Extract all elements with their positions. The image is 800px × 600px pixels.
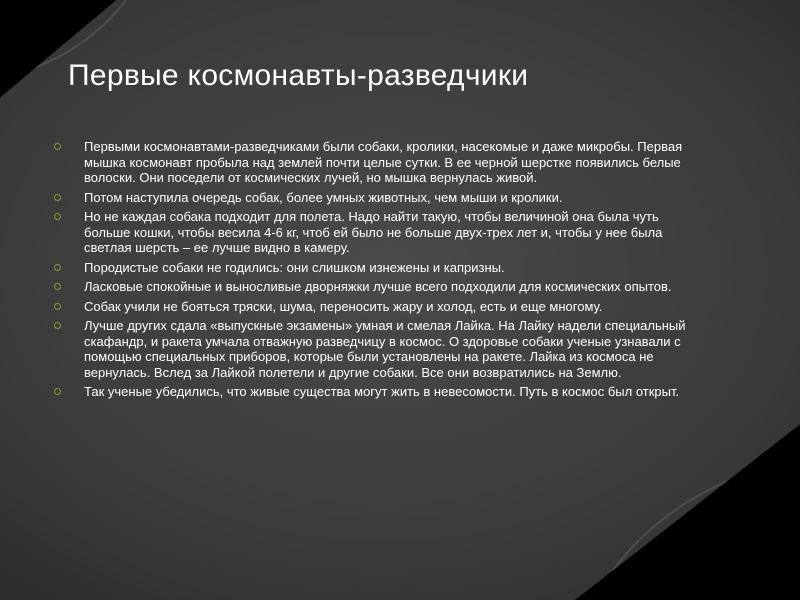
ring-bullet-icon <box>54 194 61 201</box>
bullet-item <box>54 190 704 206</box>
bullet-text: Лучше других сдала «выпускные экзамены» умная и смелая Лайка. На Лайку надели специальный скафандр, и ракета умчала отважную разведчицу в космос. О здоровье собаки ученые узнавали с помощью специальных приборов, которые были установлены на ракете. Лайка из космоса не вернулась. Вслед за Лайкой полетели и другие собаки. Все они возвратились на Землю. <box>84 318 686 380</box>
bullet-item <box>54 209 704 256</box>
bullet-item <box>54 139 704 186</box>
slide-title: Первые космонавты-разведчики <box>68 59 529 92</box>
bullet-text: Породистые собаки не годились: они слишком изнежены и капризны. <box>84 259 505 275</box>
ring-bullet-icon <box>54 264 61 271</box>
ring-bullet-icon <box>54 303 61 310</box>
ring-bullet-icon <box>54 213 61 220</box>
bullet-text: Собак учили не бояться тряски, шума, переносить жару и холод, есть и еще многому. <box>84 298 603 314</box>
bullet-text: Ласковые спокойные и выносливые дворняжки лучше всего подходили для космических опытов. <box>84 279 672 294</box>
bullet-text: Но не каждая собака подходит для полета. Надо найти такую, чтобы величиной она была чуть больше кошки, чтобы весила 4-6 кг, чтоб ей было не больше двух-трех лет и, чтобы у нее была светлая шерсть – ее лучше видно в камеру. <box>84 209 663 255</box>
ring-bullet-icon <box>54 322 61 329</box>
bullet-list <box>54 139 704 404</box>
bullet-text: Потом наступила очередь собак, более умных животных, чем мыши и кролики. <box>84 189 563 205</box>
bullet-text: Первыми космонавтами-разведчиками были собаки, кролики, насекомые и даже микробы. Первая мышка космонавт пробыла над землей почти целые сутки. В ее черной шерстке появились белые волоски. Они поседели от космических лучей, но мышка вернулась живой. <box>84 139 683 185</box>
bullet-item <box>54 279 704 295</box>
bullet-item <box>54 260 704 276</box>
bullet-item <box>54 318 704 380</box>
bullet-item <box>54 384 704 400</box>
ring-bullet-icon <box>54 388 61 395</box>
ring-bullet-icon <box>54 283 61 290</box>
ring-bullet-icon <box>54 143 61 150</box>
corner-shape-bottom-right <box>554 395 800 600</box>
bullet-text: Так ученые убедились, что живые существа могут жить в невесомости. Путь в космос был открыт. <box>84 384 680 399</box>
bullet-item <box>54 299 704 315</box>
